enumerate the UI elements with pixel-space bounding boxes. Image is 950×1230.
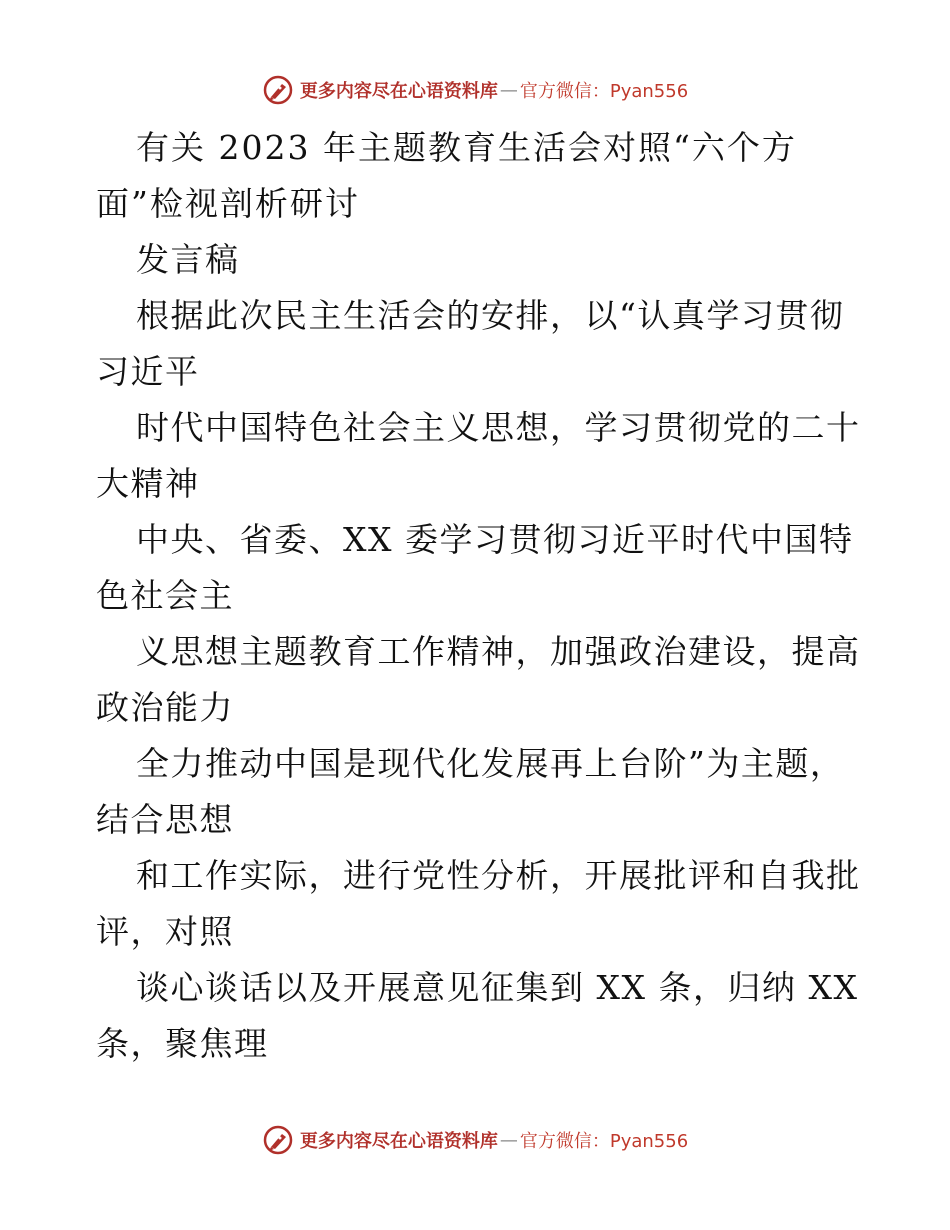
doc-paragraph-line: 色社会主 xyxy=(96,576,234,615)
doc-title-line-1: 有关 2023 年主题教育生活会对照“六个方 xyxy=(136,128,797,167)
doc-paragraph-line: 时代中国特色社会主义思想，学习贯彻党的二十 xyxy=(136,408,861,447)
doc-paragraph-line: 根据此次民主生活会的安排，以“认真学习贯彻 xyxy=(136,296,845,335)
bottom-watermark-banner xyxy=(0,1120,950,1160)
watermark-separator: — xyxy=(499,79,518,101)
watermark-separator: — xyxy=(499,1129,518,1151)
doc-paragraph-line: 和工作实际，进行党性分析，开展批评和自我批 xyxy=(136,856,861,895)
pen-nib-logo-icon xyxy=(262,1124,294,1156)
doc-subtitle: 发言稿 xyxy=(136,240,240,279)
doc-paragraph-line: 结合思想 xyxy=(96,800,234,839)
doc-paragraph-line: 评，对照 xyxy=(96,912,234,951)
doc-paragraph-line: 义思想主题教育工作精神，加强政治建设，提高 xyxy=(136,632,861,671)
document-body xyxy=(96,120,861,1072)
doc-paragraph-line: 政治能力 xyxy=(96,688,234,727)
doc-paragraph-line: 中央、省委、XX 委学习贯彻习近平时代中国特 xyxy=(136,520,854,559)
doc-paragraph-line: 条，聚焦理 xyxy=(96,1024,269,1063)
watermark-brand-text: 更多内容尽在心语资料库 xyxy=(299,81,498,102)
watermark-contact-text: 官方微信：Pyan556 xyxy=(519,81,689,102)
doc-paragraph-line: 大精神 xyxy=(96,464,200,503)
doc-paragraph-line: 全力推动中国是现代化发展再上台阶”为主题， xyxy=(136,744,845,783)
pen-nib-logo-icon xyxy=(262,74,294,106)
doc-paragraph-line: 谈心谈话以及开展意见征集到 XX 条，归纳 XX xyxy=(136,968,859,1007)
doc-paragraph-line: 习近平 xyxy=(96,352,200,391)
watermark-contact-text: 官方微信：Pyan556 xyxy=(519,1131,689,1152)
doc-title-line-2: 面”检视剖析研讨 xyxy=(96,184,360,223)
top-watermark-banner xyxy=(0,70,950,110)
watermark-brand-text: 更多内容尽在心语资料库 xyxy=(299,1131,498,1152)
